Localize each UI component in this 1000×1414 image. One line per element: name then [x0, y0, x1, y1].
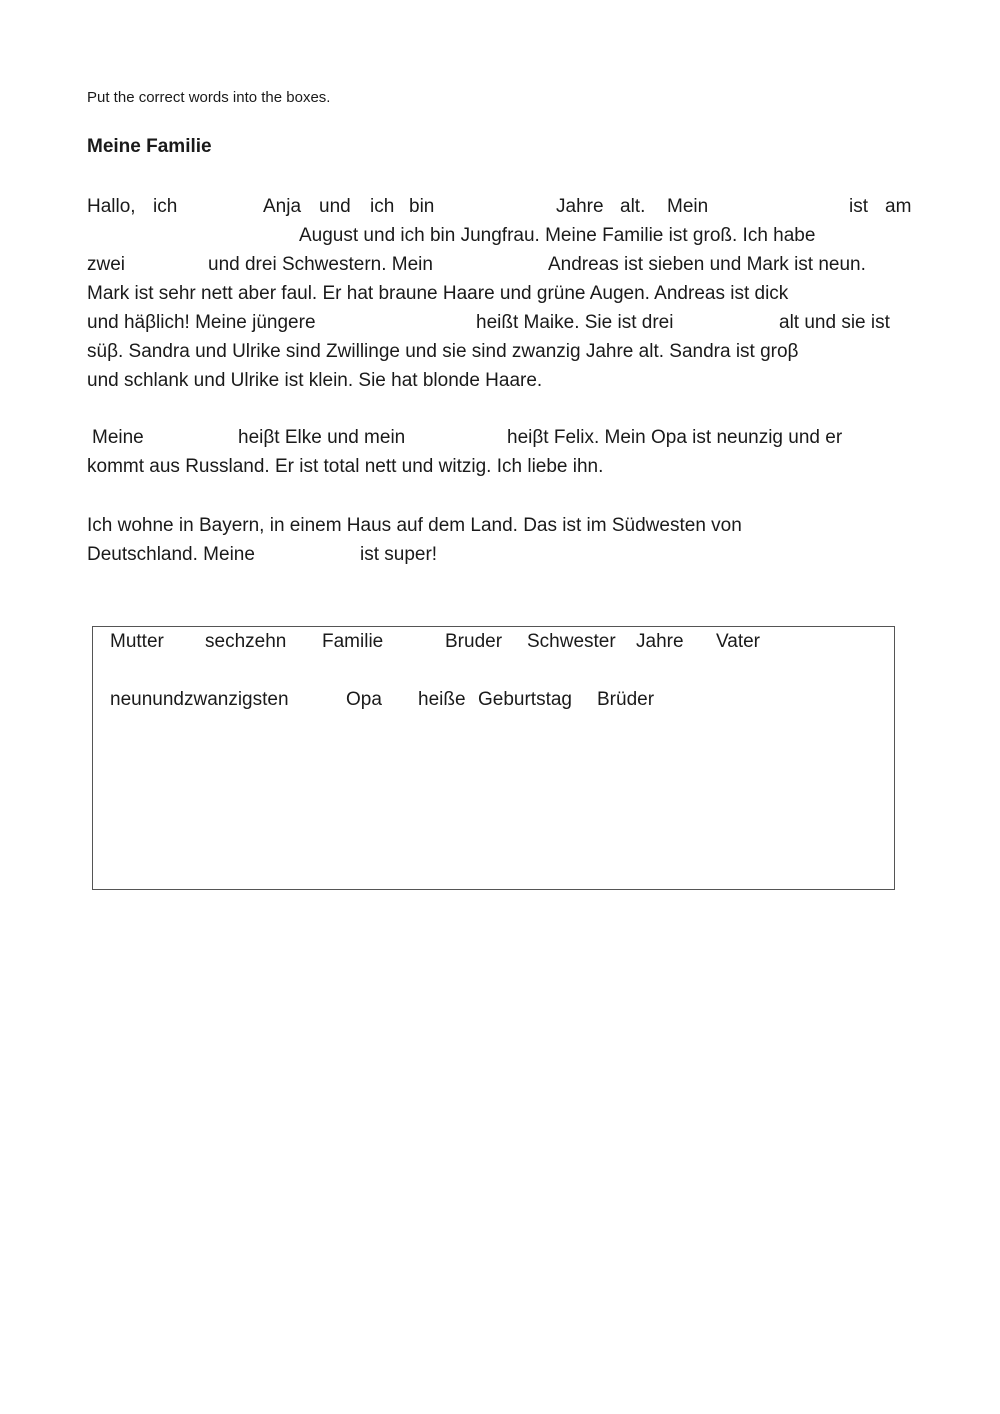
text-fragment: bin: [409, 196, 435, 217]
answer-box-11[interactable]: [287, 544, 355, 566]
text-fragment: Ich wohne in Bayern, in einem Haus auf dem Land. Das ist im Südwesten von: [87, 515, 742, 536]
text-line: [87, 540, 915, 569]
text-line: [87, 452, 915, 481]
answer-box-9[interactable]: [161, 427, 231, 449]
answer-box-4[interactable]: [87, 225, 292, 247]
text-fragment: Andreas ist sieben und Mark ist neun.: [548, 254, 866, 275]
answer-box-10[interactable]: [445, 427, 500, 449]
word-tile[interactable]: sechzehn: [205, 631, 287, 652]
text-fragment: ich: [370, 196, 395, 217]
text-fragment: und drei Schwestern. Mein: [208, 254, 433, 275]
answer-box-7[interactable]: [368, 312, 468, 334]
text-fragment: Meine: [92, 427, 144, 448]
text-line: [87, 279, 915, 308]
text-fragment: heiβt Felix. Mein Opa ist neunzig und er: [507, 427, 843, 448]
word-tile[interactable]: Mutter: [110, 631, 164, 652]
word-tile[interactable]: Geburtstag: [478, 689, 572, 710]
text-line: [87, 192, 915, 221]
text-line: [87, 511, 915, 540]
word-bank: [92, 626, 895, 890]
text-line: [87, 366, 915, 395]
answer-box-3[interactable]: [723, 196, 843, 218]
answer-box-2[interactable]: [450, 196, 550, 218]
answer-box-8[interactable]: [718, 312, 773, 334]
text-fragment: ist super!: [360, 544, 438, 565]
text-fragment: am: [885, 196, 912, 217]
instruction-text: Put the correct words into the boxes.: [87, 89, 331, 106]
answer-box-6[interactable]: [502, 254, 545, 276]
word-tile[interactable]: Familie: [322, 631, 384, 652]
word-tile[interactable]: Vater: [716, 631, 761, 652]
answer-box-1[interactable]: [190, 196, 258, 218]
text-line: [87, 221, 915, 250]
word-tile[interactable]: heiße: [418, 689, 466, 710]
word-tile[interactable]: Bruder: [445, 631, 503, 652]
text-fragment: und schlank und Ulrike ist klein. Sie hat blonde Haare.: [87, 370, 543, 391]
text-fragment: Deutschland. Meine: [87, 544, 255, 565]
text-fragment: Anja: [263, 196, 302, 217]
word-bank-row: [93, 686, 894, 714]
text-fragment: Hallo,: [87, 196, 136, 217]
text-fragment: heiβt Elke und mein: [238, 427, 406, 448]
text-fragment: zwei: [87, 254, 126, 275]
text-fragment: kommt aus Russland. Er ist total nett und witzig. Ich liebe ihn.: [87, 456, 604, 477]
text-line: [87, 337, 915, 366]
word-tile[interactable]: Brüder: [597, 689, 655, 710]
text-fragment: und: [319, 196, 351, 217]
text-fragment: und häβlich! Meine jüngere: [87, 312, 316, 333]
text-fragment: ist: [849, 196, 868, 217]
text-fragment: August und ich bin Jungfrau. Meine Familie ist groß. Ich habe: [299, 225, 816, 246]
word-bank-row: [93, 628, 894, 656]
text-fragment: heißt Maike. Sie ist drei: [476, 312, 674, 333]
text-line: [87, 250, 915, 279]
text-fragment: Jahre: [556, 196, 604, 217]
text-line: [87, 308, 915, 337]
text-line: [87, 423, 915, 452]
word-tile[interactable]: Jahre: [636, 631, 684, 652]
word-tile[interactable]: neunundzwanzigsten: [110, 689, 289, 710]
text-fragment: alt und sie ist: [779, 312, 890, 333]
text-fragment: süβ. Sandra und Ulrike sind Zwillinge und sie sind zwanzig Jahre alt. Sandra ist groβ: [87, 341, 799, 362]
text-fragment: Mein: [667, 196, 709, 217]
text-fragment: alt.: [620, 196, 646, 217]
answer-box-5[interactable]: [135, 254, 205, 276]
text-fragment: ich: [153, 196, 178, 217]
text-fragment: Mark ist sehr nett aber faul. Er hat braune Haare und grüne Augen. Andreas ist dick: [87, 283, 789, 304]
word-tile[interactable]: Schwester: [527, 631, 616, 652]
page-title: Meine Familie: [87, 136, 212, 157]
word-tile[interactable]: Opa: [346, 689, 382, 710]
